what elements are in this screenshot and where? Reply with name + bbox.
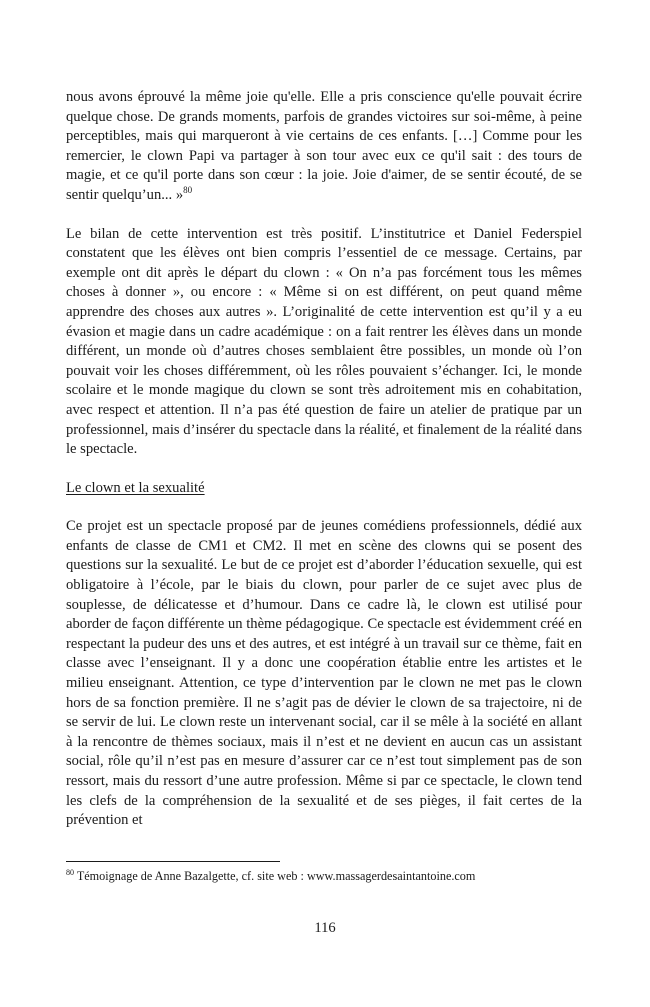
paragraph-gap — [66, 206, 582, 225]
footnote-text: Témoignage de Anne Bazalgette, cf. site web : www.massagerdesaintantoine.com — [76, 869, 476, 883]
quote-paragraph — [66, 88, 582, 206]
bilan-paragraph: Le bilan de cette intervention est très positif. L’institutrice et Daniel Federspiel constatent que les élèves ont bien compris l’essentiel de ce message. Certains, par exemple ont dit après le départ du clown : « On n’a pas forcément tous les mêmes choses à donner », ou encore : « Même si on est différent, on peut quand même apprendre des choses aux autres ». L’originalité de cette intervention est qu’il y a eu évasion et magie dans un cadre académique : on a fait rentrer les élèves dans un monde différent, un monde où d’autres choses semblaient être possibles, un monde où l’on pouvait voir les choses différemment, où les rôles pouvaient s’échanger. Ici, le monde scolaire et le monde magique du clown se sont très adroitement mis en cohabitation, avec respect et attention. Il n’a pas été question de faire un atelier de pratique par un professionnel, mais d’insérer du spectacle dans la réalité, et finalement de la réalité dans le spectacle. — [66, 225, 582, 458]
footnote — [66, 868, 582, 884]
footnote-separator — [66, 861, 280, 862]
paragraph-gap — [66, 498, 582, 517]
section-heading: Le clown et la sexualité — [66, 479, 205, 496]
paragraph-gap — [66, 460, 582, 479]
page-body — [66, 88, 582, 831]
quote-text: nous avons éprouvé la même joie qu'elle. Elle a pris conscience qu'elle pouvait écrire quelque chose. De grands moments, parfois de grandes victoires sur soi-même, à peine perceptibles, mais qui marqueront à vie certains de ces enfants. […] Comme pour les remercier, le clown Papi va partager à son tour avec eux ce qu'il sait : des tours de magie, et ce qu'il porte dans son cœur : la joie. Joie d'aimer, de se sentir écouté, de se sentir quelqu’un... » — [66, 89, 582, 203]
page-number: 116 — [314, 920, 336, 936]
footnote-reference[interactable]: 80 — [183, 185, 193, 196]
footnote-number: 80 — [66, 867, 74, 877]
sexualite-paragraph: Ce projet est un spectacle proposé par de jeunes comédiens professionnels, dédié aux enfants de classe de CM1 et CM2. Il met en scène des clowns qui se posent des questions sur la sexualité. Le but de ce projet est d’aborder l’éducation sexuelle, qui est obligatoire à l’école, par le biais du clown, pour parler de ce sujet avec plus de souplesse, de délicatesse et d’humour. Dans ce cadre là, le clown est utilisé pour aborder de façon différente un thème pédagogique. Ce spectacle est évidemment créé en respectant la pudeur des uns et des autres, et est intégré à un travail sur ce thème, fait en classe avec l’enseignant. Il y a donc une coopération établie entre les artistes et le milieu enseignant. Attention, ce type d’intervention par le clown ne met pas le clown hors de sa fonction première. Il ne s’agit pas de dévier le clown de sa trajectoire, ni de se servir de lui. Le clown reste un intervenant social, car il se mêle à la société en allant à la rencontre de thèmes sociaux, mais il n’est et ne devient en aucun cas un assistant social, rôle qu’il n’est pas en mesure d’assurer car ce n’est tout simplement pas de son ressort, mais du ressort d’une autre profession. Même si par ce spectacle, le clown tend les clefs de la compréhension de la sexualité et de ses pièges, il fait certes de la prévention et — [66, 518, 582, 829]
